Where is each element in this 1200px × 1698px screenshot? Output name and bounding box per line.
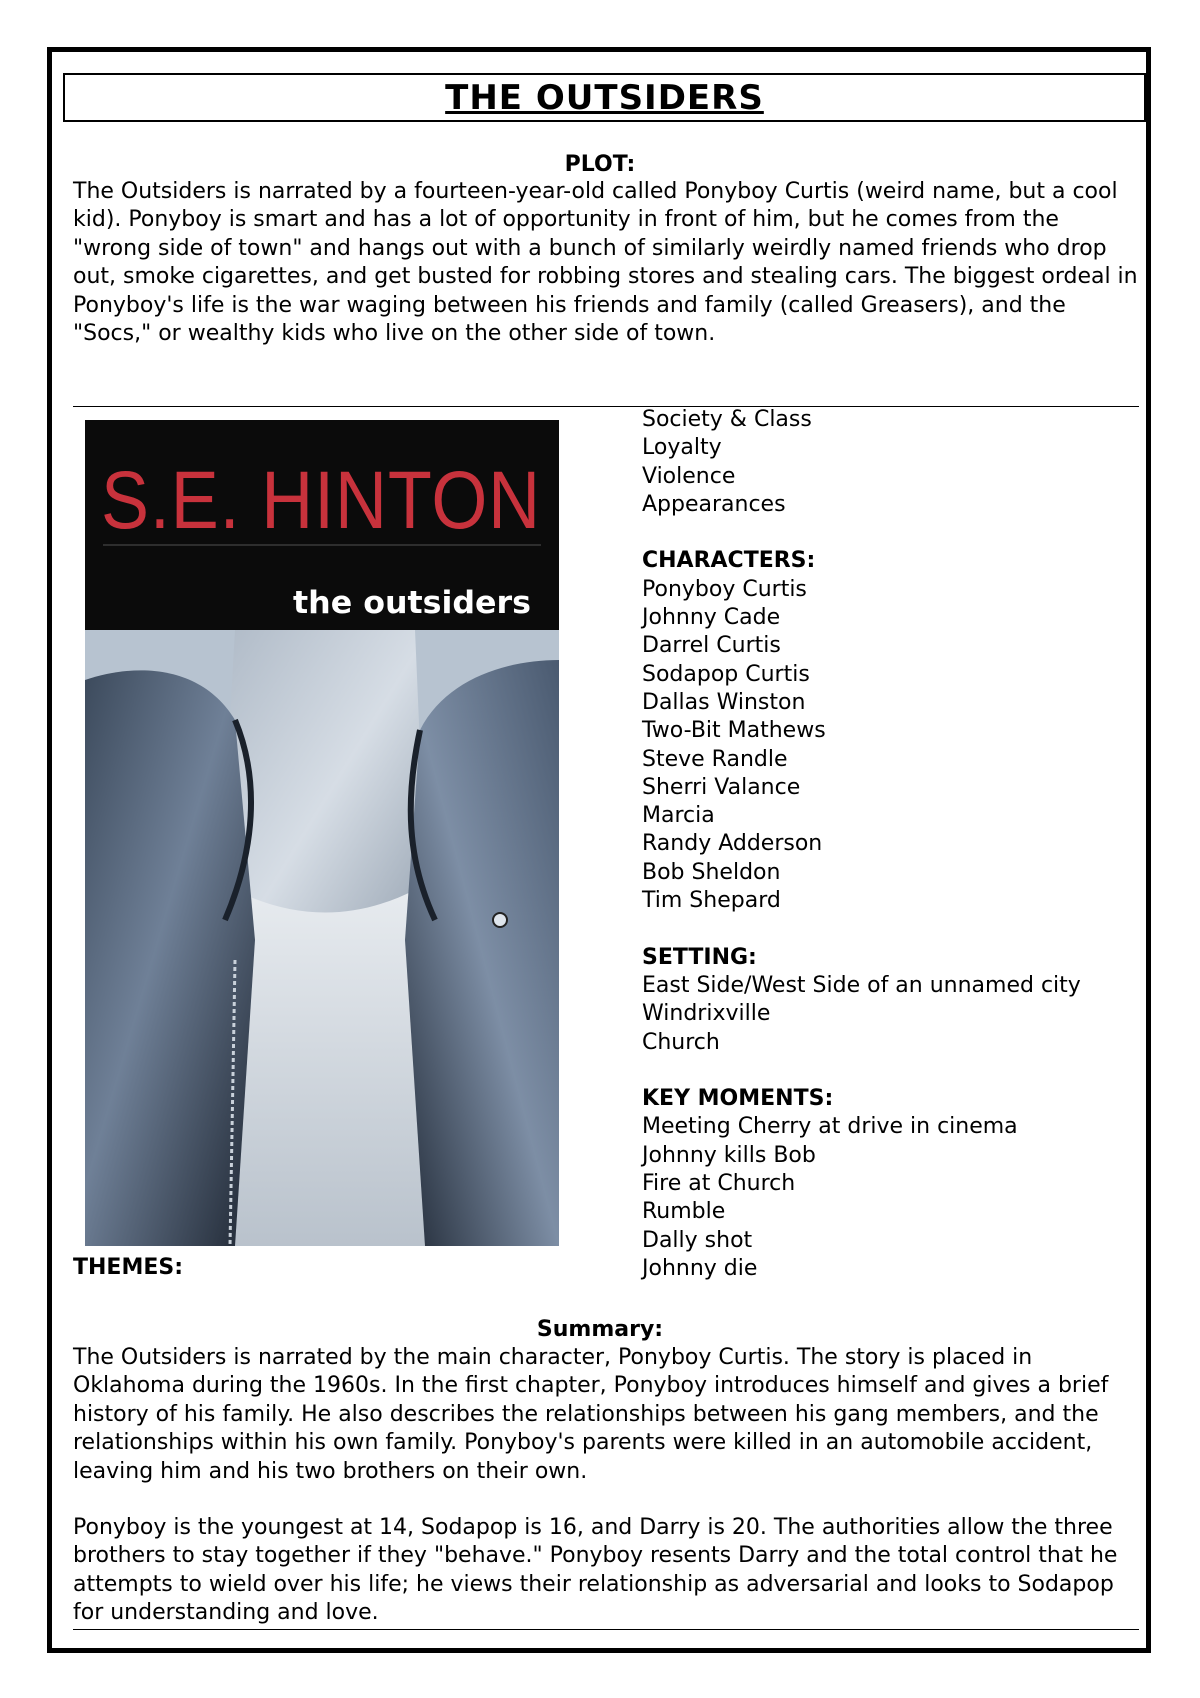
character-item: Steve Randle [642, 746, 788, 772]
key-moment-item: Johnny die [642, 1255, 758, 1281]
spacer [642, 1057, 1142, 1085]
theme-item: Appearances [642, 491, 786, 517]
character-item: Sherri Valance [642, 774, 801, 800]
theme-item: Violence [642, 463, 736, 489]
title-box [63, 73, 1146, 122]
characters-heading: CHARACTERS: [642, 548, 816, 574]
key-moment-item: Fire at Church [642, 1171, 796, 1197]
character-item: Johnny Cade [642, 605, 781, 631]
summary-heading: Summary: [536, 1317, 664, 1342]
summary-paragraph-1: The Outsiders is narrated by the main character, Ponyboy Curtis. The story is placed in Oklahoma during the 1960s. In the first chapter, Ponyboy introduces himself and gives a brief history of his family. He also describes the relationships between his gang members, and the relationships within his own family. Ponyboy's parents were killed in an automobile accident, leaving him and his two brothers on their own. [73, 1345, 1109, 1484]
info-column [642, 406, 1142, 1283]
plot-heading: PLOT: [564, 152, 636, 177]
character-item: Tim Shepard [642, 888, 781, 914]
key-moment-item: Meeting Cherry at drive in cinema [642, 1114, 1018, 1140]
key-moment-item: Rumble [642, 1199, 726, 1225]
cover-author: S.E. HINTON [101, 455, 541, 546]
key-moment-item: Dally shot [642, 1227, 753, 1253]
setting-item: Church [642, 1029, 720, 1055]
key-moments-heading: KEY MOMENTS: [642, 1086, 834, 1112]
theme-item: Loyalty [642, 435, 722, 461]
plot-text: The Outsiders is narrated by a fourteen-year-old called Ponyboy Curtis (weird name, but a cool kid). Ponyboy is smart and has a lot of opportunity in front of him, but he comes from the "wrong side of town" and hangs out with a bunch of similarly weirdly named friends who drop out, smoke cigarettes, and get busted for robbing stores and stealing cars. The biggest ordeal in Ponyboy's life is the war waging between his friends and family (called Greasers), and the "Socs," or wealthy kids who live on the other side of town. [73, 179, 1138, 347]
setting-heading: SETTING: [642, 944, 757, 970]
cover-shirt [225, 890, 435, 1246]
cover-book-title: the outsiders [293, 585, 531, 621]
setting-item: East Side/West Side of an unnamed city [642, 972, 1081, 998]
cover-button [493, 913, 507, 927]
divider-bottom [73, 1629, 1139, 1630]
themes-heading: THEMES: [73, 1255, 184, 1280]
character-item: Bob Sheldon [642, 859, 781, 885]
cover-jacket-right [405, 660, 559, 1246]
spacer [642, 915, 1142, 943]
setting-item: Windrixville [642, 1001, 771, 1027]
character-item: Two-Bit Mathews [642, 718, 826, 744]
key-moment-item: Johnny kills Bob [642, 1142, 816, 1168]
character-item: Randy Adderson [642, 831, 823, 857]
character-item: Marcia [642, 803, 715, 829]
character-item: Sodapop Curtis [642, 661, 810, 687]
cover-jacket-left [85, 670, 255, 1246]
summary-paragraph-2: Ponyboy is the youngest at 14, Sodapop is 16, and Darry is 20. The authorities allow the three brothers to stay together if they "behave." Ponyboy resents Darry and the total control that he attempts to wield over his life; he views their relationship as adversarial and looks to Sodapop for understanding and love. [73, 1515, 1118, 1626]
page-title: THE OUTSIDERS [445, 77, 764, 118]
character-item: Dallas Winston [642, 689, 806, 715]
book-cover-image [85, 420, 559, 1246]
character-item: Darrel Curtis [642, 633, 781, 659]
theme-item: Society & Class [642, 407, 812, 432]
spacer [642, 519, 1142, 547]
character-item: Ponyboy Curtis [642, 576, 807, 602]
